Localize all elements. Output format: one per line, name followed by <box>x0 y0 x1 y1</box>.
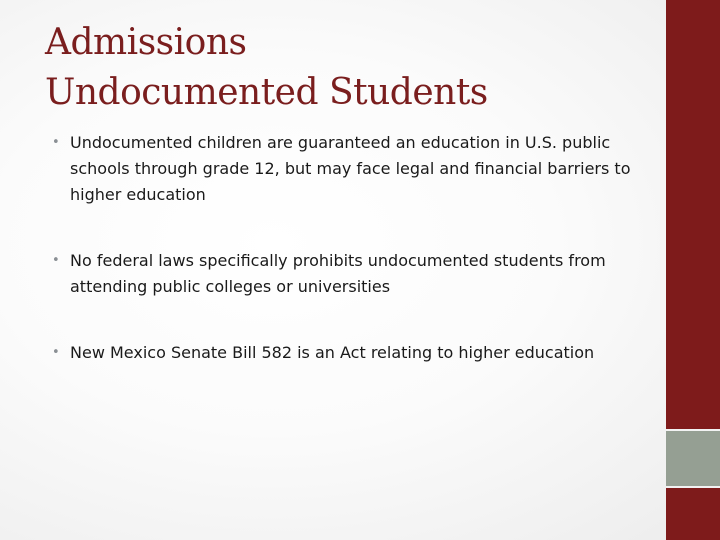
bullet-text: New Mexico Senate Bill 582 is an Act relating to higher education <box>70 343 595 362</box>
slide-title-line-1: Admissions <box>45 22 247 63</box>
bullet-text: Undocumented children are guaranteed an education in U.S. public schools through grade 12, but may face legal and financial barriers to higher education <box>70 133 631 204</box>
bullet-item <box>52 340 632 366</box>
bullet-item <box>52 130 632 208</box>
bullet-item <box>52 248 632 300</box>
side-divider <box>666 486 720 488</box>
slide-title <box>45 18 645 118</box>
bullet-dot-icon: • <box>52 253 60 268</box>
side-accent-block <box>666 431 720 486</box>
bullet-list <box>52 130 632 366</box>
bullet-text: No federal laws specifically prohibits undocumented students from attending public colleges or universities <box>70 251 606 296</box>
bullet-dot-icon: • <box>52 345 60 360</box>
slide-title-line-2: Undocumented Students <box>45 72 488 113</box>
bullet-dot-icon: • <box>52 135 60 150</box>
